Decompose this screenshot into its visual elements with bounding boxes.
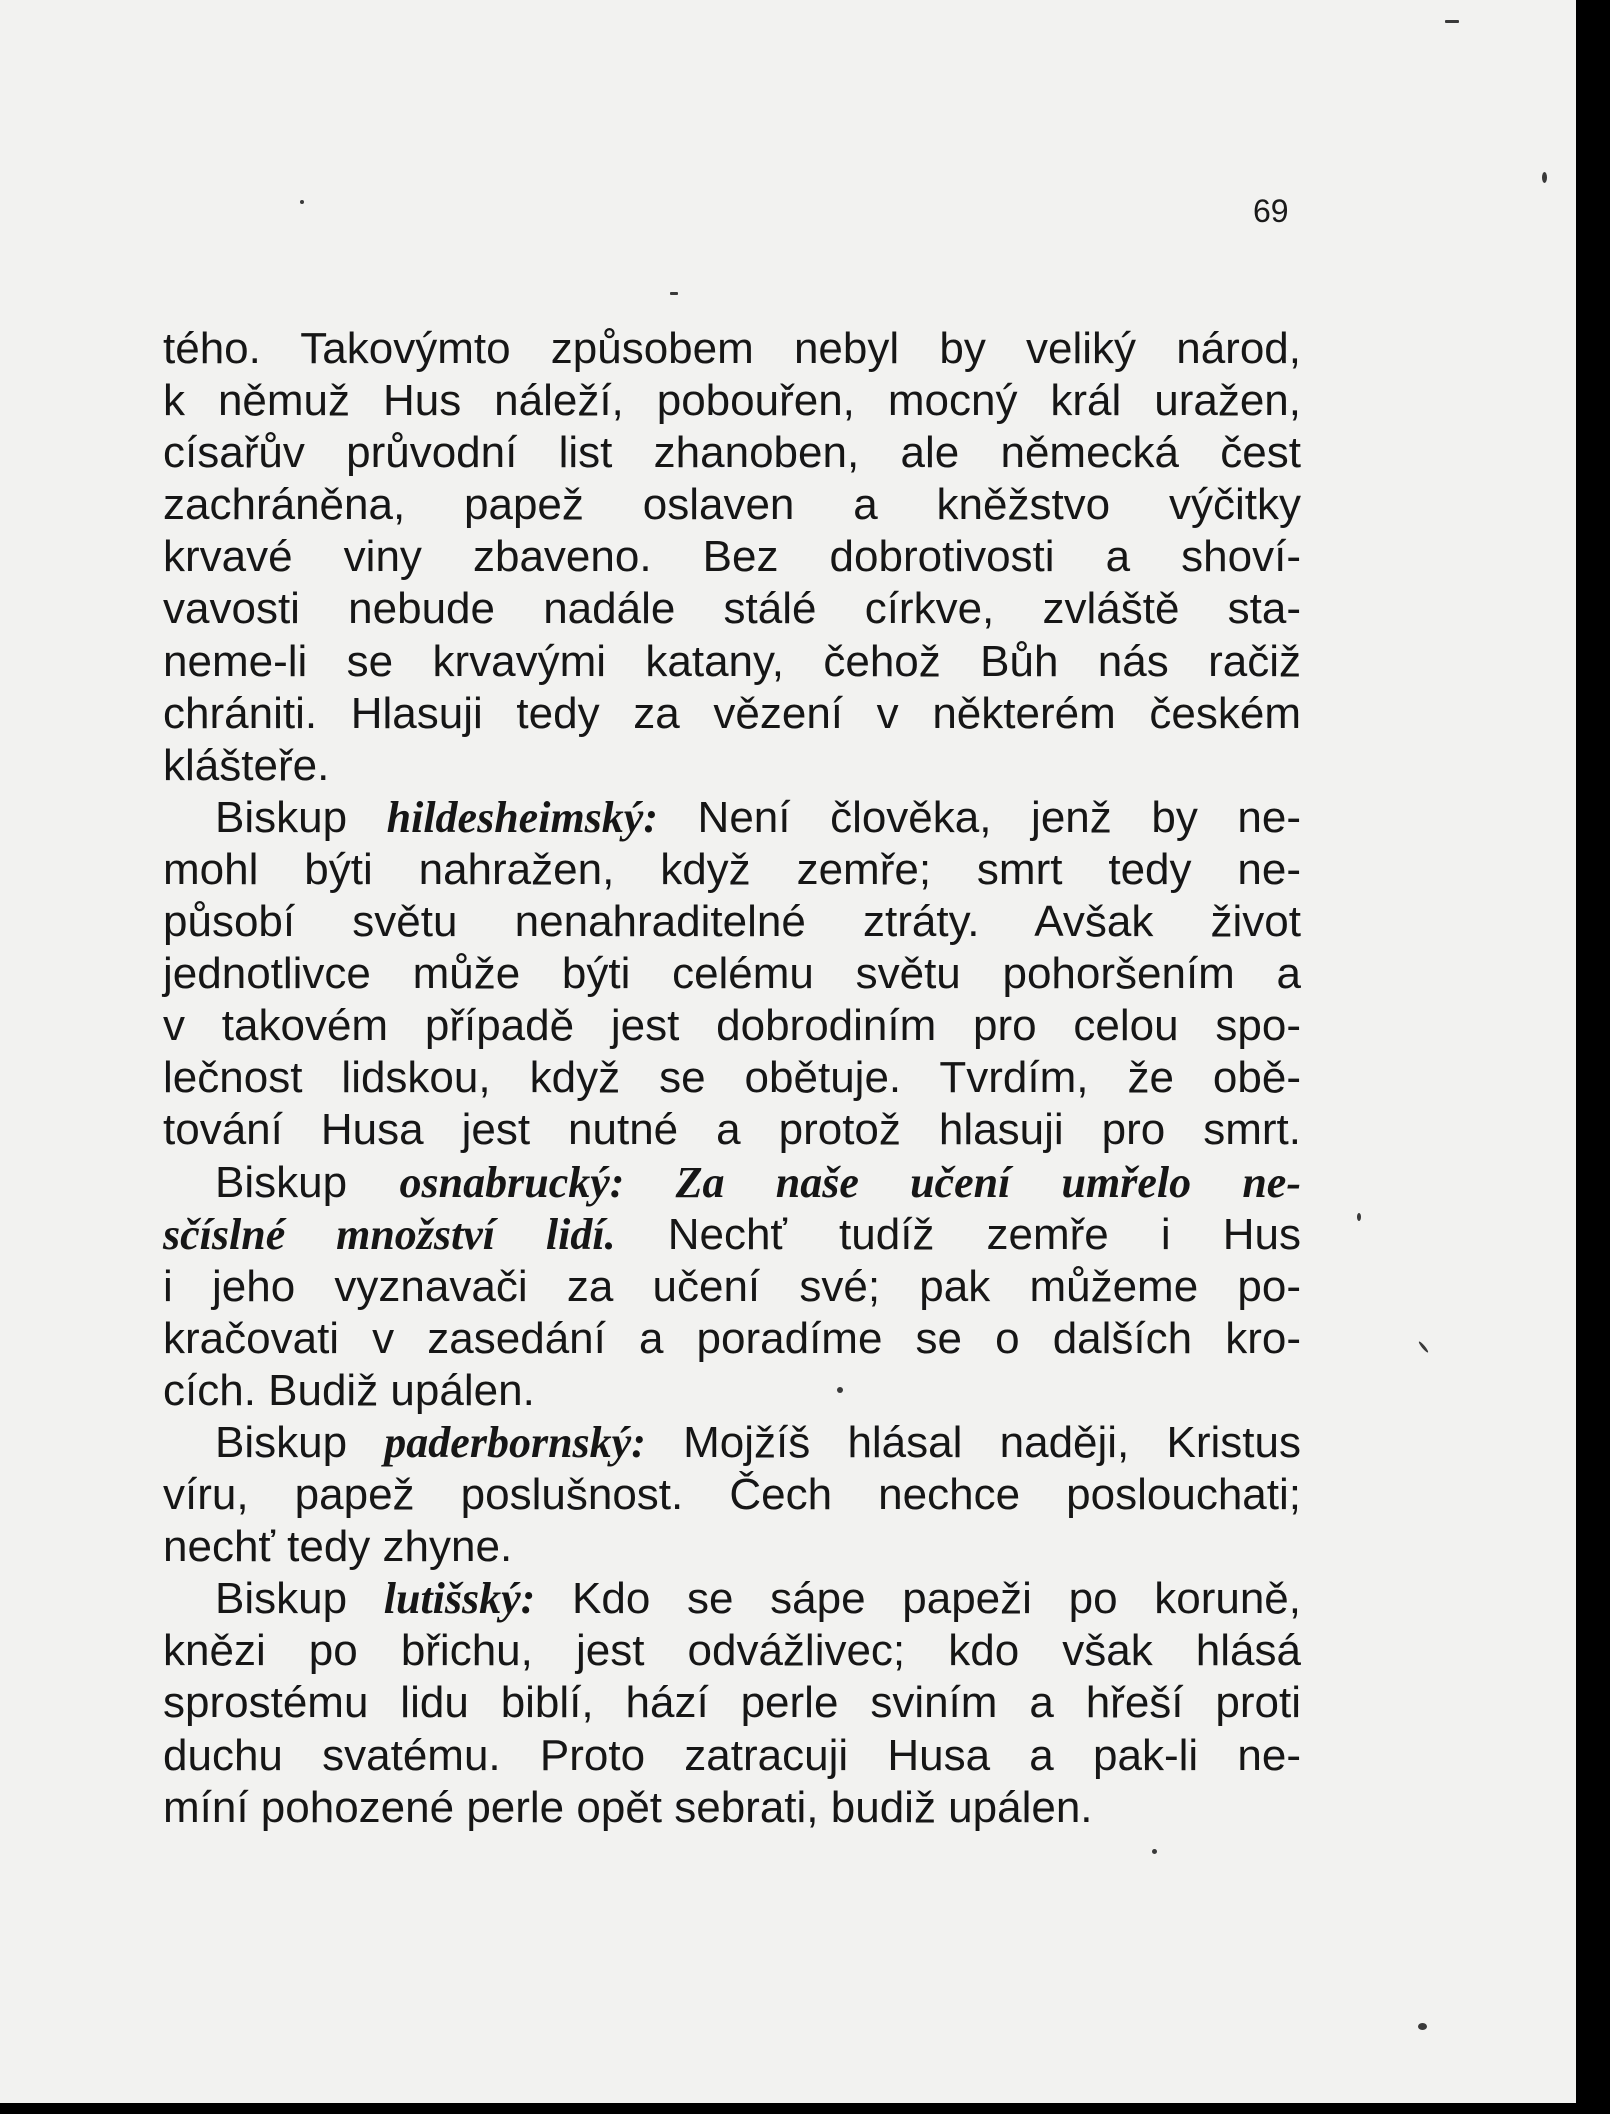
text-line: cích. Budiž upálen. (163, 1365, 535, 1415)
text-line: chrániti. Hlasuji tedy za vězení v některém českém (163, 688, 1301, 738)
scan-speck (1418, 2023, 1427, 2030)
text-line: sprostému lidu biblí, hází perle sviním a hřeší proti (163, 1678, 1301, 1728)
speech-text: Mojžíš hlásal naději, Kristus (645, 1417, 1301, 1467)
text-line: lečnost lidskou, když se obětuje. Tvrdím, že obě- (163, 1053, 1301, 1103)
speaker-prefix: Biskup (215, 1417, 385, 1467)
text-line: císařův průvodní list zhanoben, ale německá čest (163, 428, 1301, 478)
text-line: tého. Takovýmto způsobem nebyl by veliký národ, (163, 324, 1301, 373)
text-line: míní pohozené perle opět sebrati, budiž upálen. (163, 1782, 1093, 1832)
text-line: klášteře. (163, 740, 330, 790)
italic-quote: sčíslné množství lidí. (163, 1209, 616, 1259)
speaker-prefix: Biskup (215, 1574, 384, 1624)
speech-text: Nechť tudíž zemře i Hus (615, 1209, 1302, 1259)
text-line-speaker-paderborn (163, 1417, 1301, 1469)
speech-text: Kdo se sápe papeži po koruně, (535, 1574, 1301, 1624)
text-line: jednotlivce může býti celému světu pohoršením a (163, 949, 1301, 999)
text-line: knězi po břichu, jest odvážlivec; kdo však hlásá (163, 1626, 1301, 1676)
scan-speck (1418, 1341, 1429, 1354)
scan-speck (1542, 172, 1547, 183)
speech-text: Není člověka, jenž by ne- (657, 792, 1301, 842)
scan-speck (1357, 1213, 1361, 1221)
speaker-prefix: Biskup (215, 792, 387, 842)
text-line: neme-li se krvavými katany, čehož Bůh nás račiž (163, 636, 1301, 686)
text-line: i jeho vyznavači za učení své; pak můžeme po- (163, 1261, 1301, 1311)
text-line (163, 1209, 1301, 1261)
text-line: krvavé viny zbaveno. Bez dobrotivosti a shoví- (163, 532, 1301, 582)
scan-speck (300, 200, 304, 204)
speaker-prefix: Biskup (215, 1157, 400, 1207)
text-line: nechť tedy zhyne. (163, 1522, 513, 1572)
scan-speck (670, 292, 678, 295)
text-line: duchu svatému. Proto zatracuji Husa a pak-li ne- (163, 1730, 1301, 1780)
scan-speck (1152, 1849, 1157, 1854)
text-line: zachráněna, papež oslaven a kněžstvo výčitky (163, 480, 1301, 530)
speaker-title: lutišský: (383, 1574, 536, 1624)
text-line: působí světu nenahraditelné ztráty. Avšak život (163, 897, 1301, 947)
text-line: vavosti nebude nadále stálé církve, zvláště sta- (163, 584, 1301, 634)
speaker-title: osnabrucký: Za naše učení umřelo ne- (399, 1157, 1301, 1207)
speaker-title: paderbornský: (384, 1417, 646, 1467)
text-line-speaker-liege (163, 1573, 1301, 1625)
page-number: 69 (1253, 193, 1289, 229)
scan-speck (837, 1387, 843, 1393)
scan-speck (1445, 20, 1459, 23)
text-line: tování Husa jest nutné a protož hlasuji pro smrt. (163, 1105, 1301, 1155)
text-line-speaker-hildesheim (163, 792, 1301, 844)
text-line: k němuž Hus náleží, pobouřen, mocný král uražen, (163, 376, 1301, 426)
body-text (163, 323, 1301, 1834)
text-line: mohl býti nahražen, když zemře; smrt tedy ne- (163, 844, 1301, 894)
speaker-title: hildesheimský: (386, 792, 658, 842)
text-line: víru, papež poslušnost. Čech nechce poslouchati; (163, 1470, 1301, 1520)
text-line: v takovém případě jest dobrodiním pro celou spo- (163, 1001, 1301, 1051)
text-line: kračovati v zasedání a poradíme se o dalších kro- (163, 1313, 1301, 1363)
text-line-speaker-osnabruck (163, 1157, 1301, 1209)
